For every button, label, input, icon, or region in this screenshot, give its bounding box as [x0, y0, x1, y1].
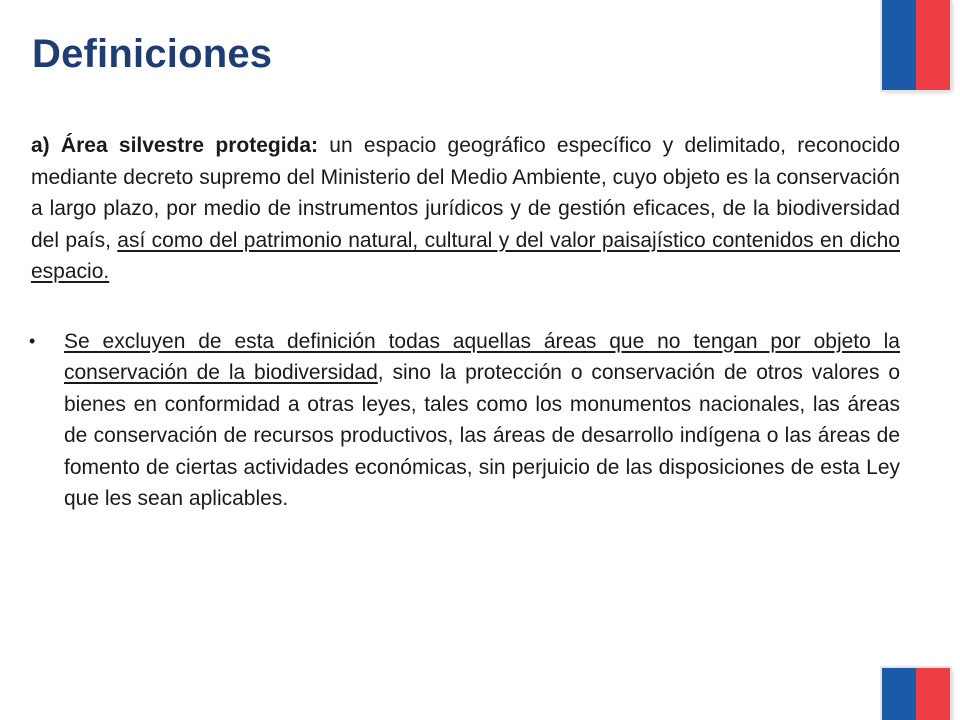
bullet-body: , sino la protección o conservación de otros valores o bienes en conformidad a otras leyes, tales como los monumentos nacionales, las áreas de conservación de recursos productivos, las áreas de desarrollo indígena o las áreas de fomento de ciertas actividades económicas, sin perjuicio de las disposiciones de esta Ley que les sean aplicables. [64, 361, 900, 510]
slide-content [31, 130, 900, 515]
flag-red-stripe [916, 0, 950, 90]
flag-decoration-bottom [882, 668, 950, 720]
bullet-item [31, 326, 900, 515]
definition-term: a) Área silvestre protegida: [31, 134, 319, 157]
bullet-underlined-text: Se excluyen de esta definición todas aquellas áreas que no tengan por objeto la conservación de la biodiversidad [64, 329, 900, 384]
flag-decoration-top [882, 0, 950, 90]
definition-underlined-text: así como del patrimonio natural, cultural y del valor paisajístico contenidos en dicho espacio. [31, 228, 900, 283]
bullet-list [31, 326, 900, 515]
flag-red-stripe [916, 668, 950, 720]
definition-body: un espacio geográfico específico y delimitado, reconocido mediante decreto supremo del Ministerio del Medio Ambiente, cuyo objeto es la conservación a largo plazo, por medio de instrumentos jurídicos y de gestión eficaces, de la biodiversidad del país, [31, 134, 901, 252]
flag-blue-stripe [882, 668, 916, 720]
flag-blue-stripe [882, 0, 916, 90]
definition-paragraph [31, 130, 900, 288]
slide-title: Definiciones [32, 32, 273, 76]
bullet-icon: • [29, 330, 36, 351]
